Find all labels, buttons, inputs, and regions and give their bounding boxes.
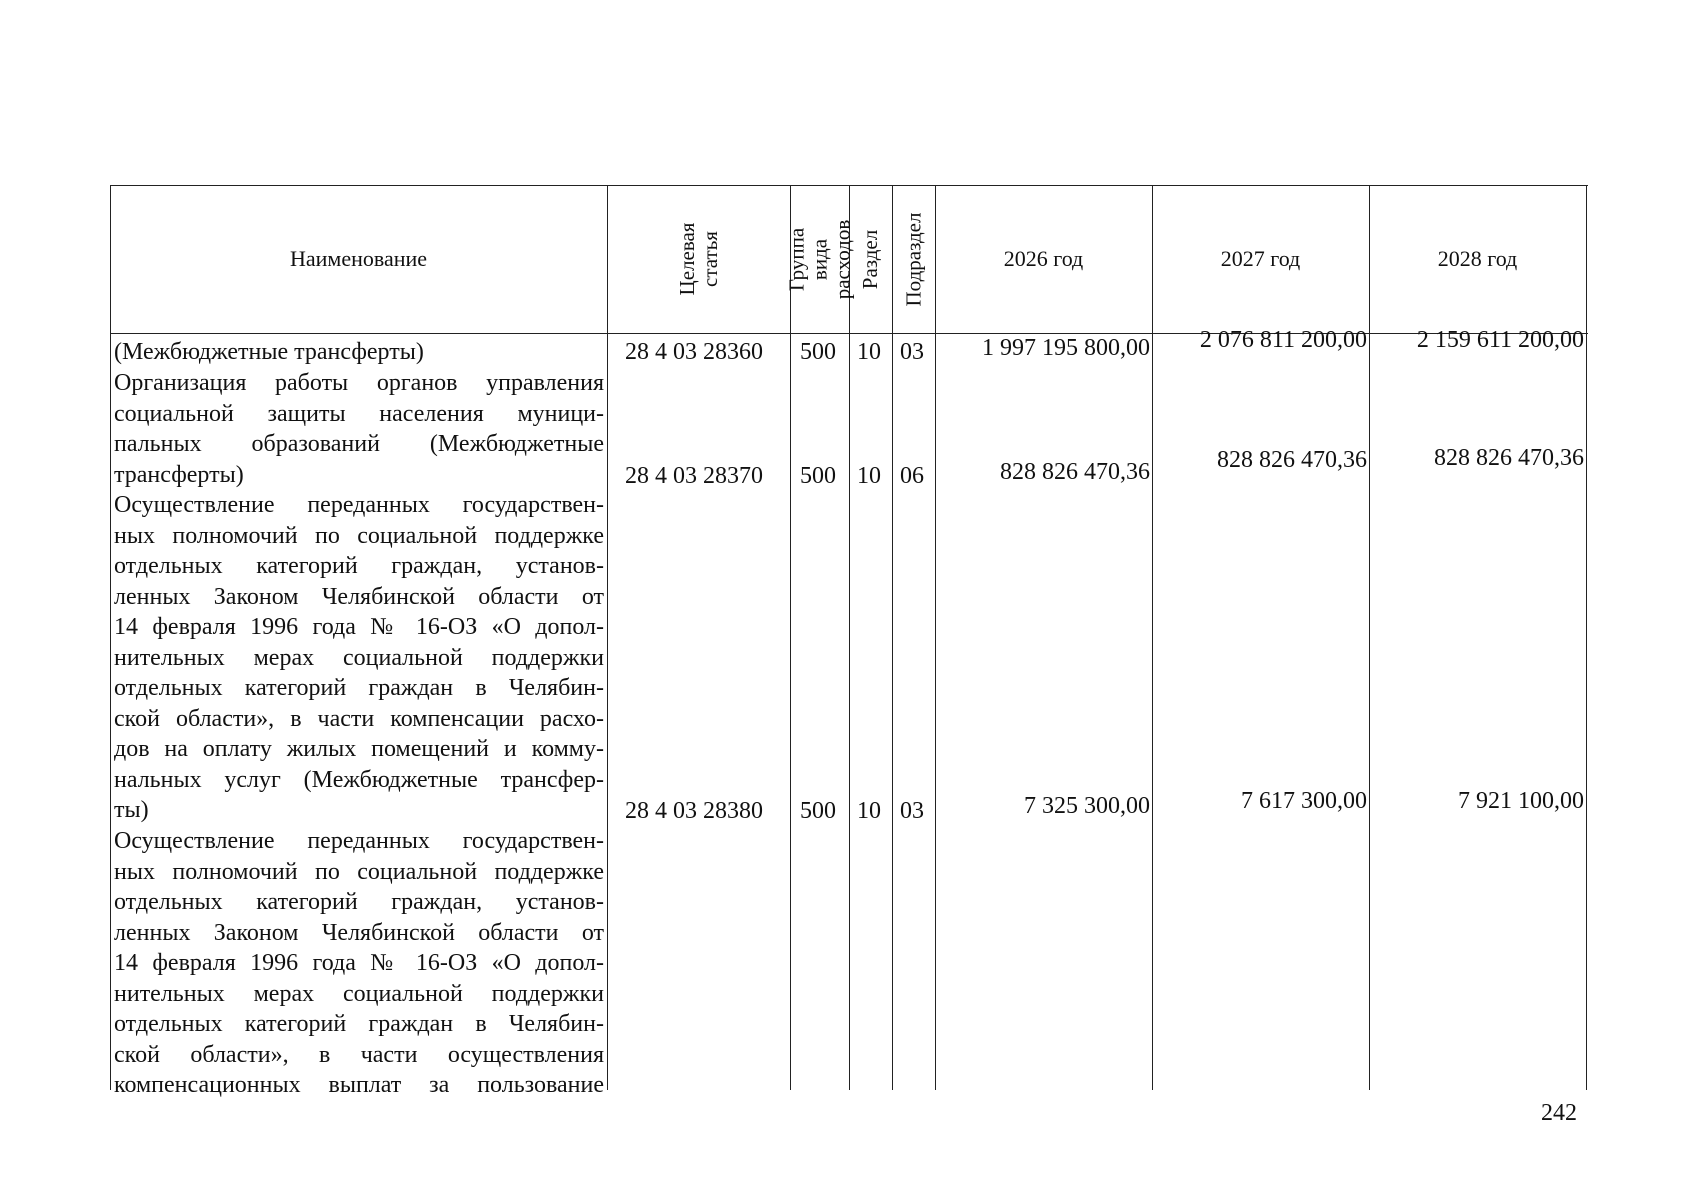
row-3-2028: 7 921 100,00 <box>1458 788 1584 814</box>
row-2-section: 10 <box>857 463 881 489</box>
name-line: ской области», в части компенсации расхо- <box>114 705 604 732</box>
row-2-expense-group: 500 <box>800 463 836 489</box>
name-line: ных полномочий по социальной поддержке <box>114 522 604 549</box>
budget-table <box>110 185 1588 1098</box>
name-line: отдельных категорий граждан, установ- <box>114 889 604 915</box>
row-1-target-article: 28 4 03 28360 <box>625 339 763 365</box>
row-1-subsection: 03 <box>900 339 924 365</box>
name-line: нительных мерах социальной поддержки <box>114 980 604 1007</box>
header-2026: 2026 год <box>1003 246 1084 271</box>
header-expense-group: Группа вида расходов <box>784 219 854 299</box>
name-line: трансферты) <box>114 461 244 488</box>
table-row-4-name <box>114 826 604 1101</box>
header-2028: 2028 год <box>1437 246 1518 271</box>
row-1-section: 10 <box>857 339 881 365</box>
row-1-2026: 1 997 195 800,00 <box>982 335 1150 361</box>
name-line: ленных Законом Челябинской области от <box>114 919 604 946</box>
name-line: 14 февраля 1996 года № 16-ОЗ «О допол- <box>114 950 604 976</box>
row-2-2028: 828 826 470,36 <box>1434 445 1584 471</box>
name-line: Осуществление переданных государствен- <box>114 492 604 518</box>
row-2-2026: 828 826 470,36 <box>1000 459 1150 485</box>
row-1-2028: 2 159 611 200,00 <box>1416 327 1584 353</box>
name-line: отдельных категорий граждан в Челябин- <box>114 1011 604 1037</box>
name-line: 14 февраля 1996 года № 16-ОЗ «О допол- <box>114 614 604 640</box>
name-line: социальной защиты населения муници- <box>114 400 604 427</box>
name-line: ных полномочий по социальной поддержке <box>114 858 604 885</box>
name-line: Осуществление переданных государствен- <box>114 828 604 854</box>
row-1-2027: 2 076 811 200,00 <box>1199 327 1367 353</box>
row-3-2027: 7 617 300,00 <box>1241 788 1367 814</box>
row-3-subsection: 03 <box>900 798 924 824</box>
row-1-expense-group: 500 <box>800 339 836 365</box>
name-line: (Межбюджетные трансферты) <box>114 339 424 365</box>
header-section: Раздел <box>858 229 882 289</box>
header-2027: 2027 год <box>1220 246 1301 271</box>
name-line: отдельных категорий граждан в Челябин- <box>114 675 604 701</box>
col-border-right <box>1586 185 1587 1090</box>
name-line: пальных образований (Межбюджетные <box>114 431 604 457</box>
name-line: отдельных категорий граждан, установ- <box>114 553 604 579</box>
row-3-section: 10 <box>857 798 881 824</box>
header-subsection: Подраздел <box>901 212 925 306</box>
name-line: ленных Законом Челябинской области от <box>114 583 604 610</box>
table-row-2-name <box>114 368 604 490</box>
page-number: 242 <box>1541 1100 1577 1126</box>
row-2-target-article: 28 4 03 28370 <box>625 463 763 489</box>
name-line: Организация работы органов управления <box>114 370 604 396</box>
name-line: ты) <box>114 797 149 823</box>
row-3-2026: 7 325 300,00 <box>1024 793 1150 819</box>
name-line: компенсационных выплат за пользование <box>114 1072 604 1098</box>
name-line: дов на оплату жилых помещений и комму- <box>114 736 604 762</box>
row-3-target-article: 28 4 03 28380 <box>625 798 763 824</box>
name-line: нальных услуг (Межбюджетные трансфер- <box>114 766 604 793</box>
row-3-expense-group: 500 <box>800 798 836 824</box>
header-name: Наименование <box>289 246 428 271</box>
row-2-2027: 828 826 470,36 <box>1217 447 1367 473</box>
row-2-subsection: 06 <box>900 463 924 489</box>
name-line: нительных мерах социальной поддержки <box>114 644 604 671</box>
table-row-1-name <box>114 337 604 368</box>
table-row-3-name <box>114 490 604 826</box>
header-target-article: Целевая статья <box>674 222 722 296</box>
name-line: ской области», в части осуществления <box>114 1041 604 1068</box>
